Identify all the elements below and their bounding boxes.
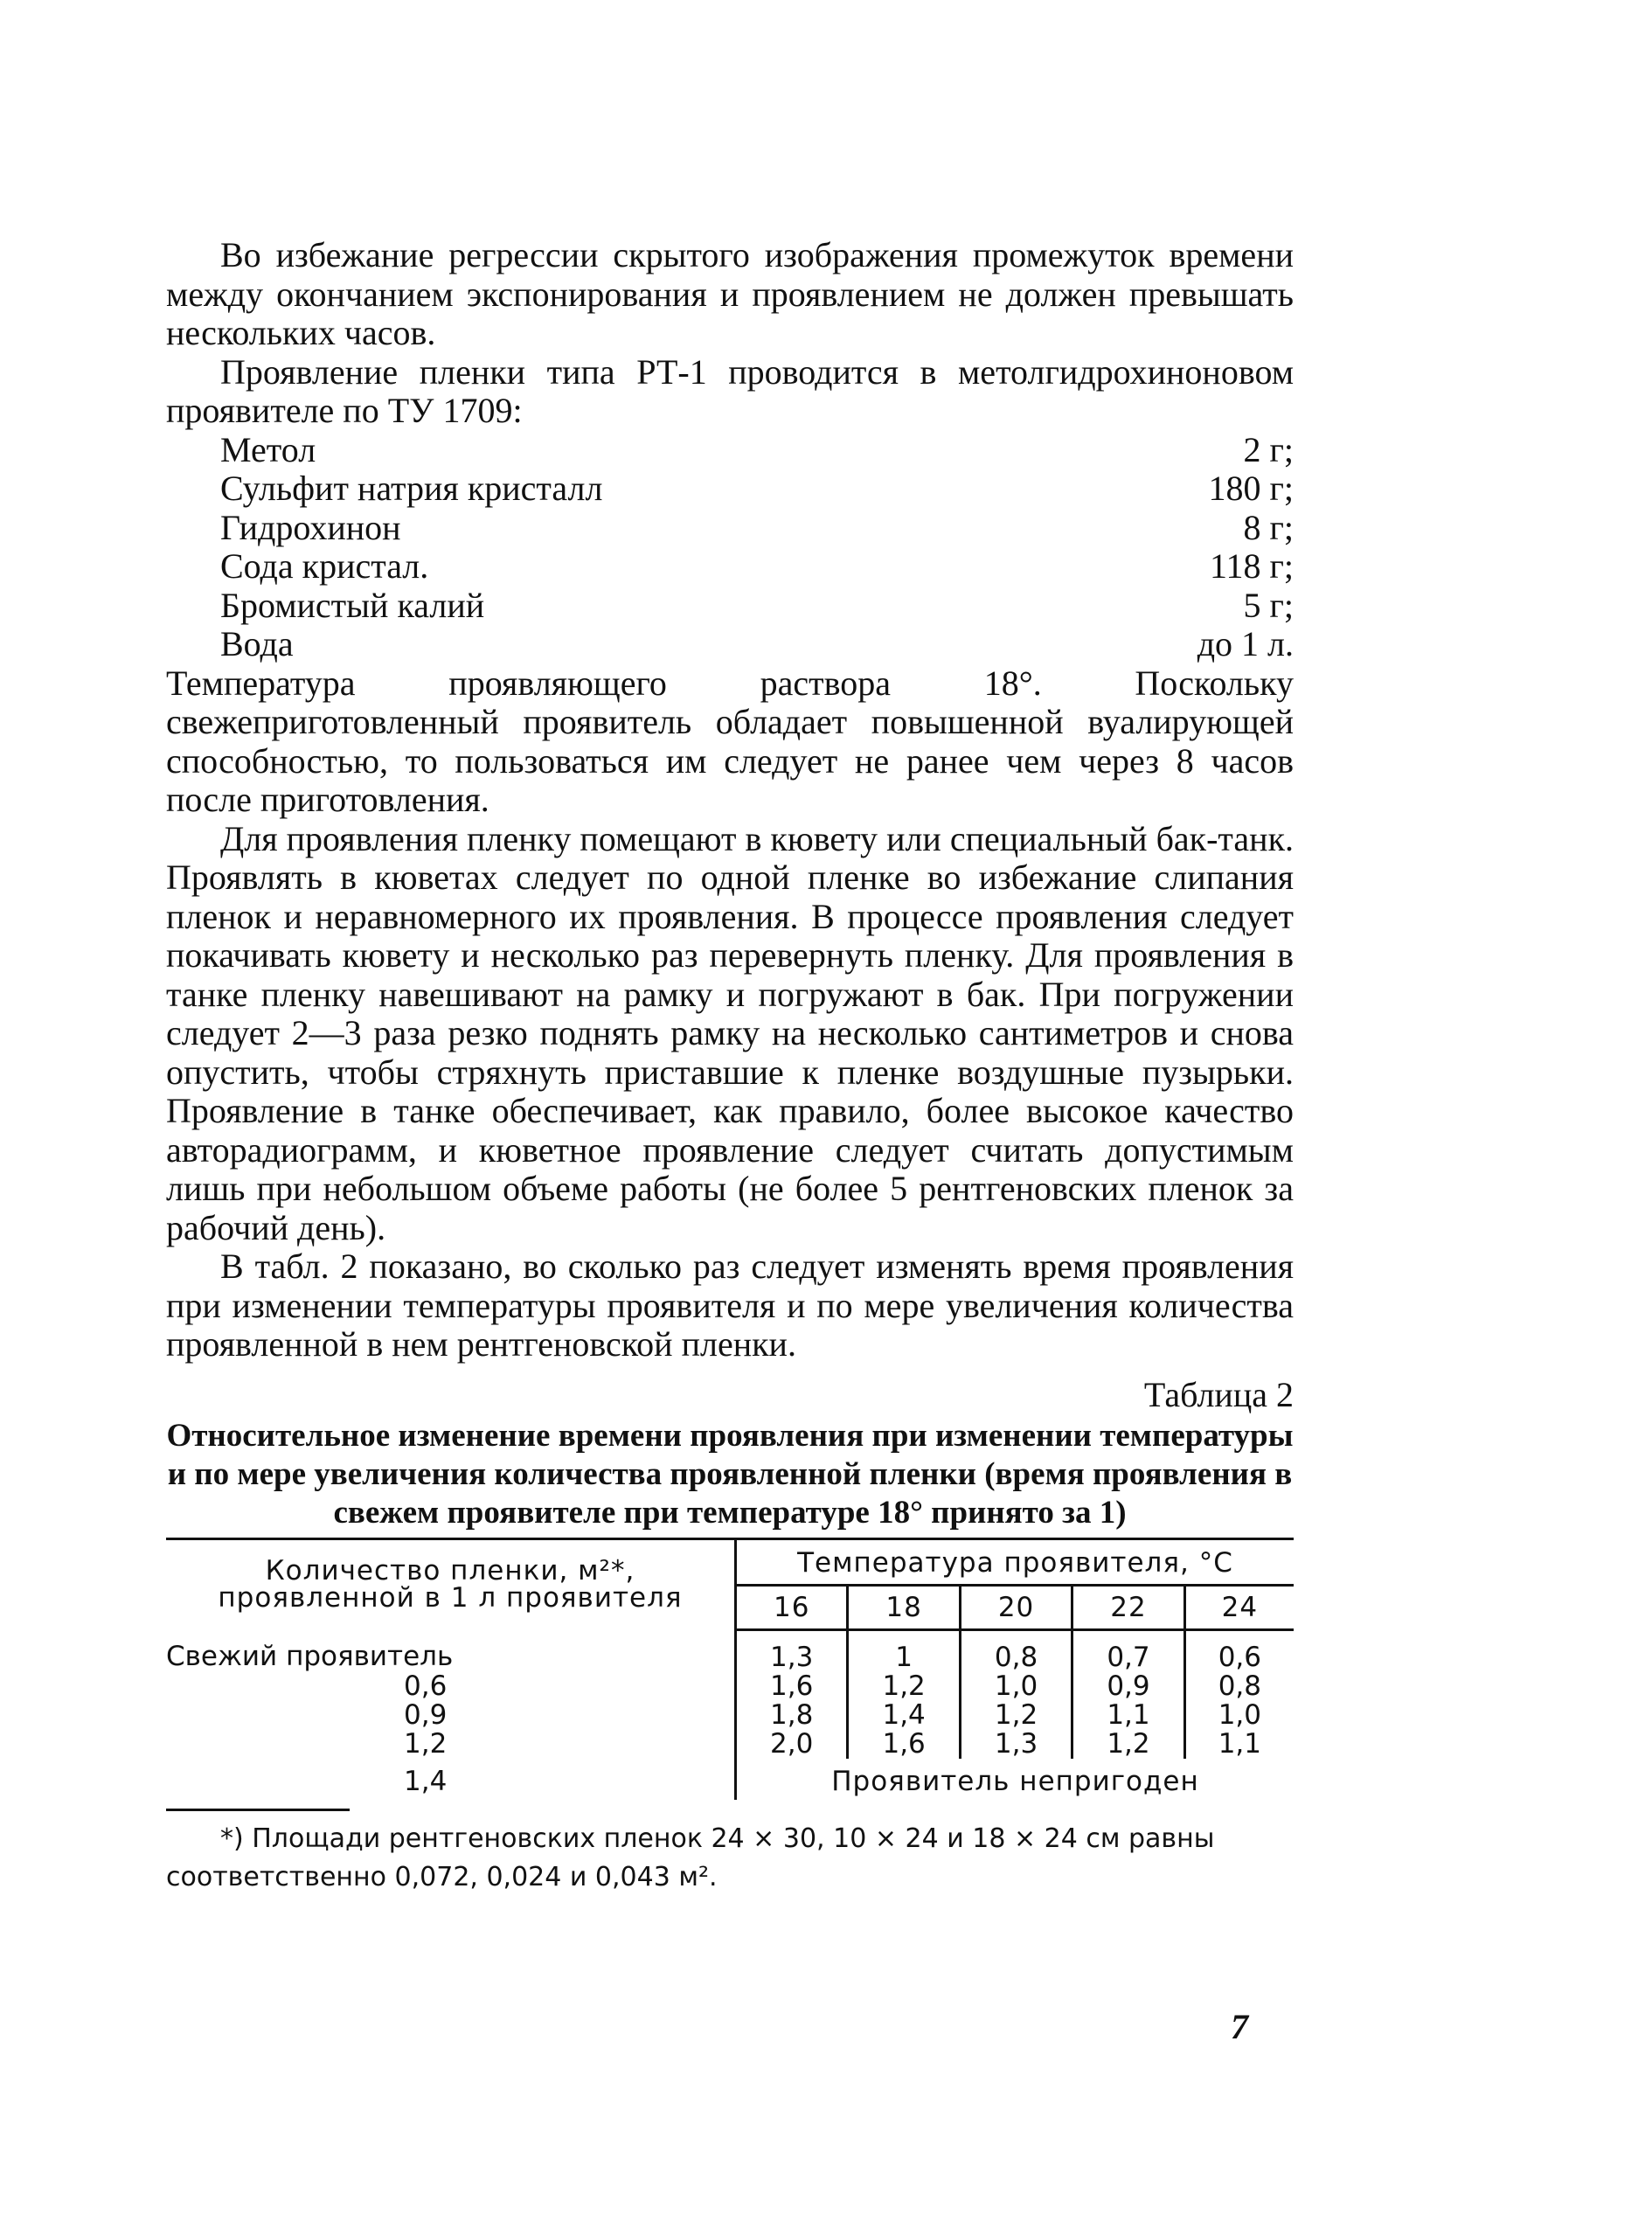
recipe-item — [220, 431, 1294, 470]
table-caption: Таблица 2 — [1143, 1374, 1294, 1414]
table-row — [166, 1672, 1294, 1701]
temperature-column: 18 — [848, 1585, 960, 1629]
paragraph-latent-image: Во избежание регрессии скрытого изображения промежуток времени между окончанием экспонирования и проявлением не должен превышать нескольких часов. — [166, 235, 1294, 352]
recipe-item-name: Сульфит натрия кристалл — [220, 469, 603, 508]
recipe-item-amount: 8 г; — [1243, 507, 1294, 547]
table-cell: 1,8 — [770, 1698, 814, 1731]
recipe-item-amount: до 1 л. — [1197, 624, 1294, 663]
table-cell: 1,2 — [848, 1672, 960, 1701]
temperature-header: Температура проявителя, °C — [736, 1538, 1295, 1585]
recipe-item-amount: 118 г; — [1209, 546, 1294, 586]
recipe-item-name: Бромистый калий — [220, 585, 485, 625]
table-row — [166, 1629, 1294, 1672]
development-time-table — [166, 1538, 1294, 1800]
unfit-developer-note: Проявитель непригоден — [831, 1765, 1199, 1797]
table-cell: 0,7 — [1072, 1629, 1184, 1672]
recipe-item-name: Метол — [220, 429, 316, 469]
paragraph-temperature: Температура проявляющего раствора 18°. Поскольку свежеприготовленный проявитель обладает повышенной вуалирующей способностью, то пользоваться им следует не ранее чем через 8 часов после приготовления. — [166, 663, 1294, 819]
developer-recipe — [166, 431, 1294, 664]
table-title: Относительное изменение времени проявления при изменении температуры и по мере увеличения количества проявленной пленки (время проявления в свежем проявителе при температуре 18° принято за 1) — [166, 1417, 1294, 1531]
page-content — [166, 236, 1294, 1897]
recipe-item-amount: 2 г; — [1243, 429, 1294, 469]
table-cell: 1,1 — [1184, 1730, 1294, 1759]
recipe-item — [220, 509, 1294, 548]
page-number: 7 — [1231, 2007, 1248, 2046]
row-label: 0,6 — [166, 1672, 736, 1701]
table-cell: 1,3 — [770, 1641, 814, 1673]
recipe-item-amount: 180 г; — [1208, 469, 1294, 508]
paragraph-developer-intro: Проявление пленки типа РТ-1 проводится в метолгидрохиноновом проявителе по ТУ 1709: — [166, 351, 1294, 430]
recipe-item-name: Гидрохинон — [220, 507, 401, 547]
temperature-column: 16 — [736, 1585, 848, 1629]
table-cell: 1,3 — [960, 1730, 1072, 1759]
table-cell: 1,2 — [1072, 1730, 1184, 1759]
table-cell: 1,0 — [1184, 1701, 1294, 1730]
row-label: 0,9 — [166, 1701, 736, 1730]
temperature-column: 22 — [1072, 1585, 1184, 1629]
row-label: 1,2 — [166, 1730, 736, 1759]
recipe-item — [220, 547, 1294, 587]
stub-header: Количество пленки, м²*, проявленной в 1 л проявителя — [166, 1538, 736, 1629]
row-label: 1,4 — [166, 1759, 736, 1800]
row-label: Свежий проявитель — [166, 1629, 736, 1672]
paragraph-developing-procedure: Для проявления пленку помещают в кювету или специальный бак-танк. Проявлять в кюветах следует по одной пленке во избежание слипания пленок и неравномерного их проявления. В процессе проявления следует покачивать кювету и несколько раз перевернуть пленку. Для проявления в танке пленку навешивают на рамку и погружают в бак. При погружении следует 2—3 раза резко поднять рамку на несколько сантиметров и снова опустить, чтобы стряхнуть приставшие к пленке воздушные пузырьки. Проявление в танке обеспечивает, как правило, более высокое качество авторадиограмм, и кюветное проявление следует считать допустимым лишь при небольшом объеме работы (не более 5 рентгеновских пленок за рабочий день). — [166, 818, 1294, 1247]
recipe-item-name: Сода кристал. — [220, 546, 429, 586]
footnote-rule — [166, 1809, 350, 1811]
table-cell: 1,0 — [960, 1672, 1072, 1701]
recipe-item-amount: 5 г; — [1243, 585, 1294, 625]
table-cell: 2,0 — [770, 1727, 814, 1760]
table-cell: 1,6 — [770, 1670, 814, 1702]
table-cell: 1,2 — [960, 1701, 1072, 1730]
table-cell: 0,8 — [960, 1629, 1072, 1672]
recipe-item-name: Вода — [220, 624, 294, 663]
table-cell: 1,6 — [848, 1730, 960, 1759]
table-cell: 1,4 — [848, 1701, 960, 1730]
table-cell: 0,9 — [1072, 1672, 1184, 1701]
table-cell: 1,1 — [1072, 1701, 1184, 1730]
table-row — [166, 1759, 1294, 1800]
temperature-column: 24 — [1184, 1585, 1294, 1629]
table-row — [166, 1730, 1294, 1759]
table-cell: 1 — [848, 1629, 960, 1672]
recipe-item — [220, 625, 1294, 664]
recipe-item — [220, 587, 1294, 626]
paragraph-table-reference: В табл. 2 показано, во сколько раз следует изменять время проявления при изменении температуры проявителя и по мере увеличения количества проявленной в нем рентгеновской пленки. — [166, 1246, 1294, 1364]
table-row — [166, 1701, 1294, 1730]
table-cell: 0,8 — [1184, 1672, 1294, 1701]
footnote: *) Площади рентгеновских пленок 24 × 30, 10 × 24 и 18 × 24 см равны соответственно 0,072, 0,024 и 0,043 м². — [166, 1823, 1215, 1892]
table-cell: 0,6 — [1184, 1629, 1294, 1672]
recipe-item — [220, 469, 1294, 509]
temperature-column: 20 — [960, 1585, 1072, 1629]
